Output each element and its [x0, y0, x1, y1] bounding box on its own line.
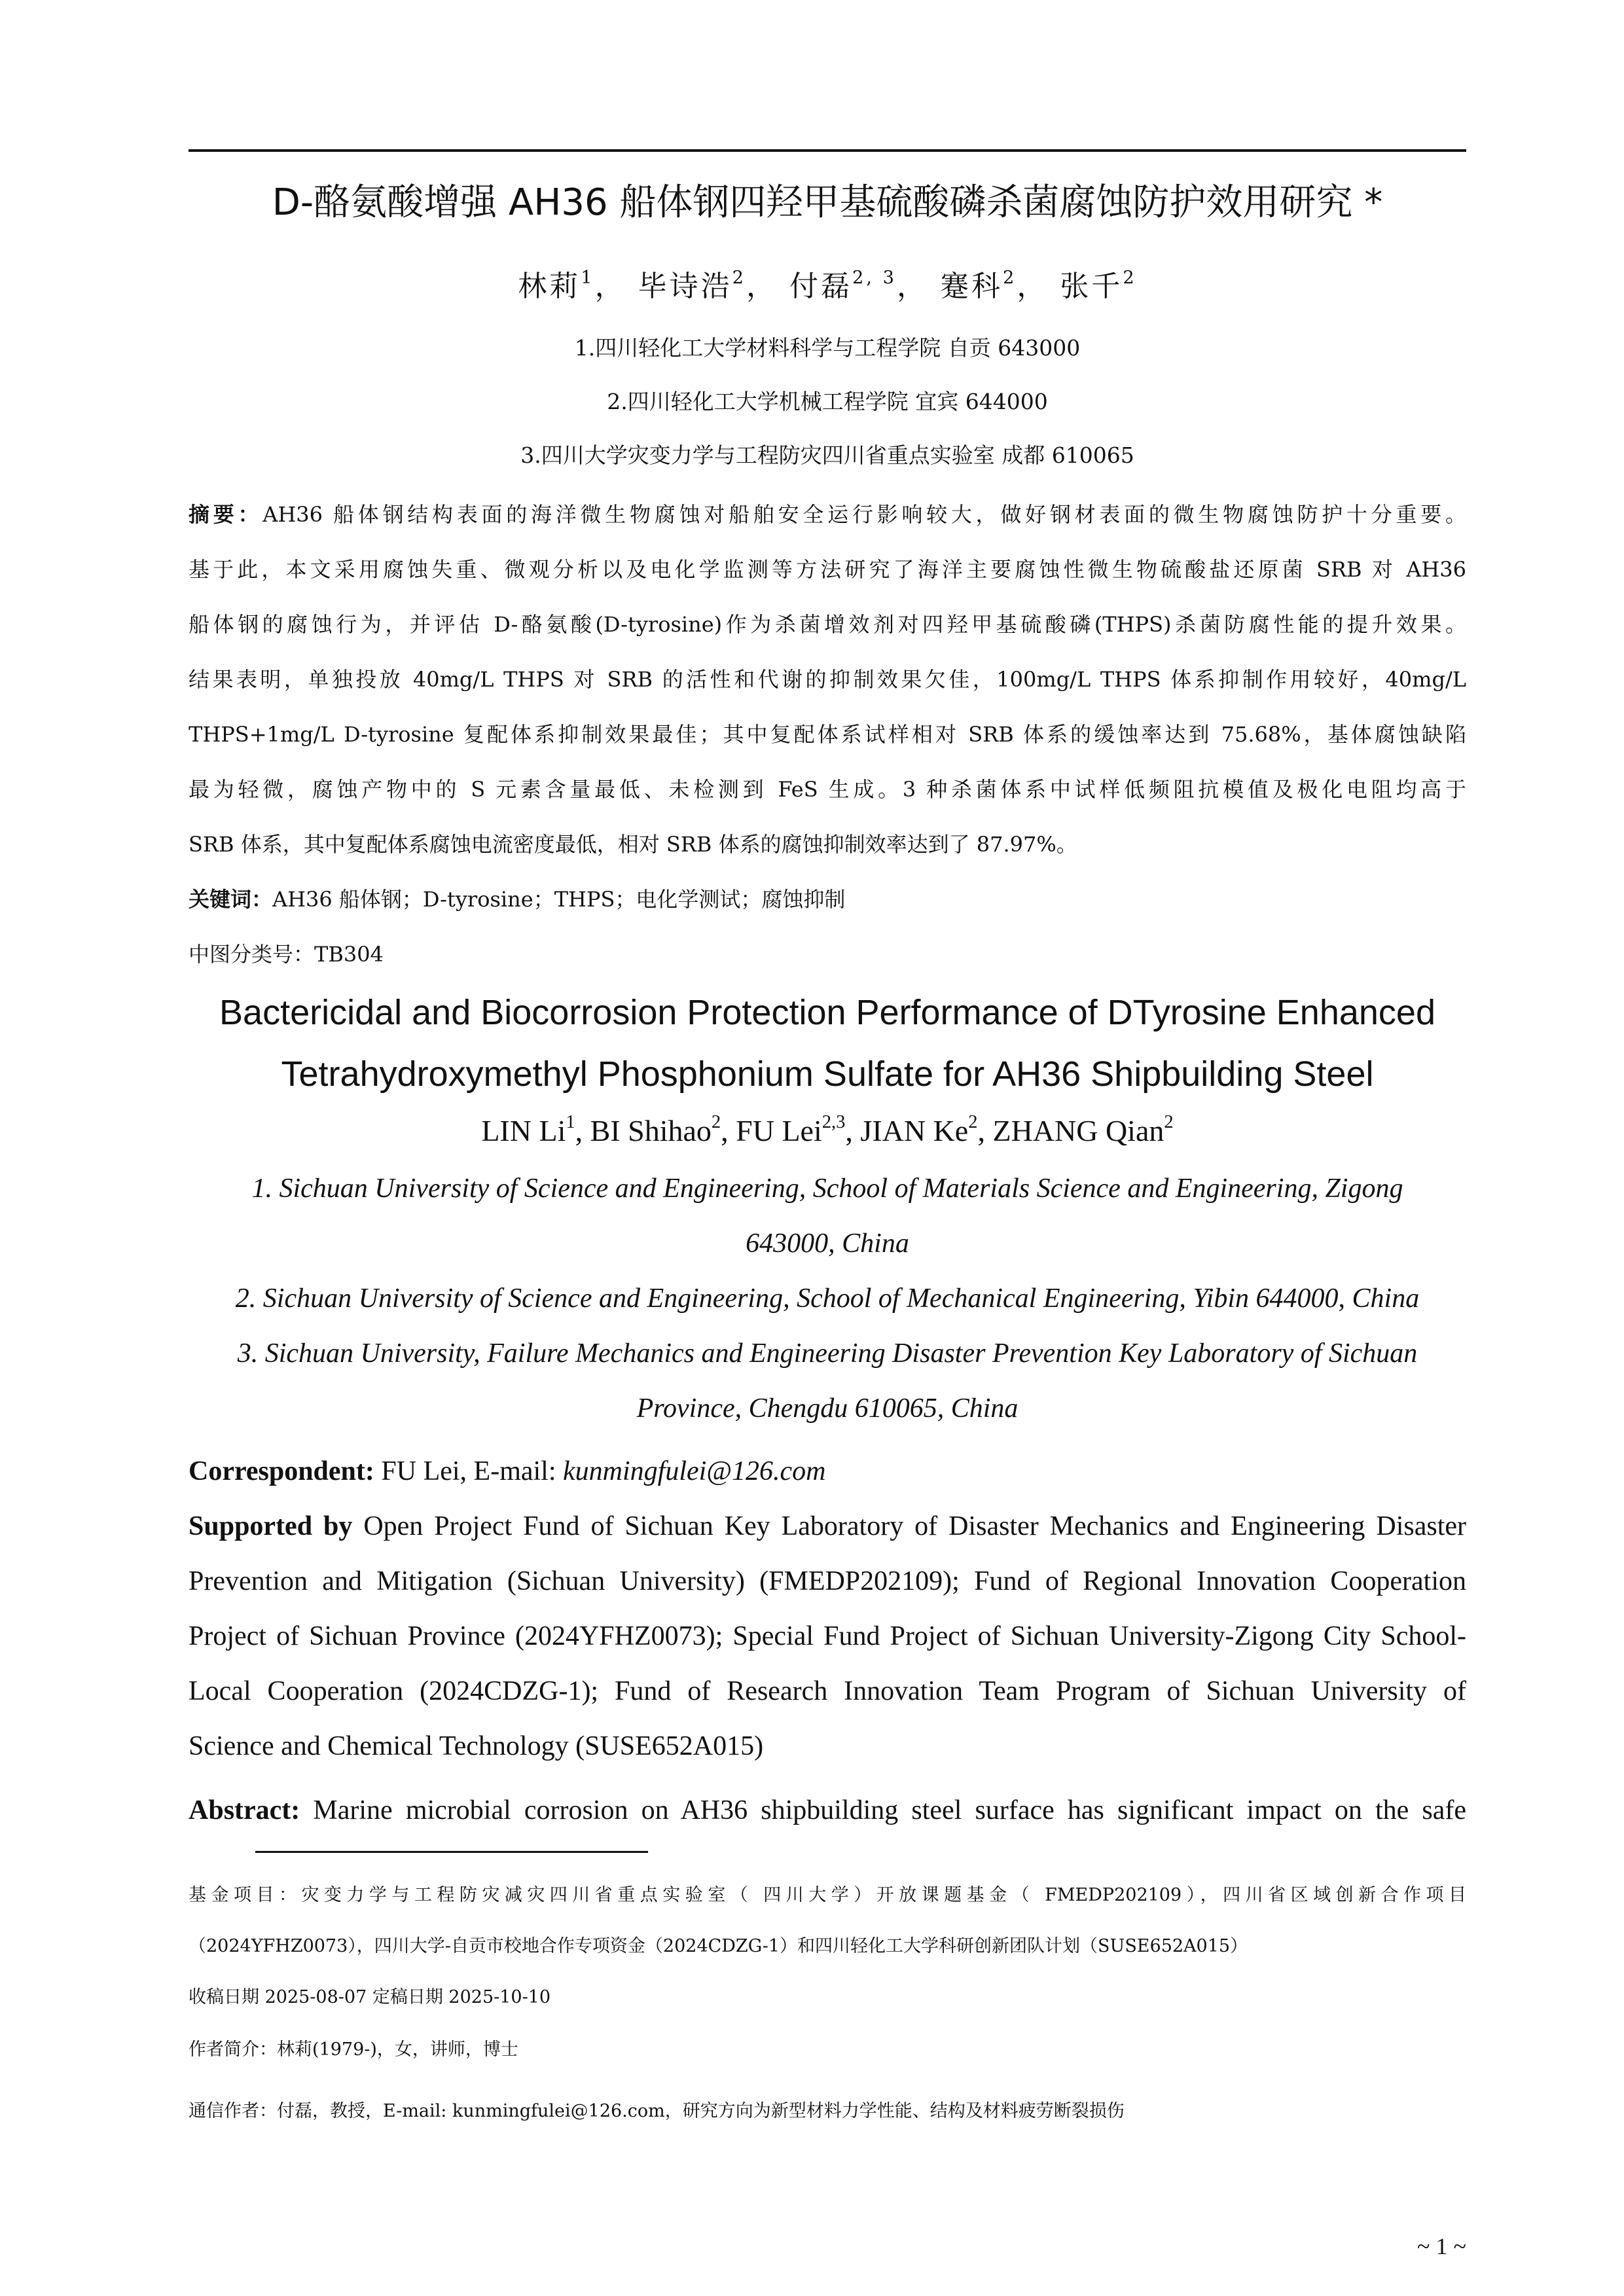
english-affiliation-line: 643000, China: [746, 1229, 909, 1259]
keywords-label: 关键词：: [189, 887, 273, 912]
funding-line: Science and Chemical Technology (SUSE652A015): [189, 1731, 764, 1761]
author-separator: ,: [977, 1114, 993, 1147]
supported-by-label: Supported by: [189, 1511, 353, 1541]
funding-line: Local Cooperation (2024CDZG-1); Fund of Research Innovation Team Program of Sichuan University of: [189, 1676, 1466, 1706]
english-affiliation-line: 3. Sichuan University, Failure Mechanics and Engineering Disaster Prevention Key Laboratory of Sichuan: [237, 1338, 1418, 1369]
english-abstract-line: [189, 1783, 1466, 1838]
classification-value: TB304: [314, 942, 384, 967]
author-name: 付磊: [789, 270, 852, 303]
funding-line: Project of Sichuan Province (2024YFHZ0073); Special Fund Project of Sichuan University-Zigong City School-: [189, 1621, 1466, 1651]
author-separator: ，: [746, 270, 778, 303]
author-affiliation-mark: 2: [711, 1112, 721, 1133]
author-name: 蹇科: [940, 270, 1003, 303]
author-affiliation-mark: 2: [1123, 267, 1137, 288]
keywords: [189, 872, 1466, 927]
author-separator: ,: [845, 1114, 861, 1147]
keywords-text: AH36 船体钢；D-tyrosine；THPS；电化学测试；腐蚀抑制: [272, 887, 846, 912]
author-affiliation-mark: 1: [566, 1112, 575, 1133]
abstract-label: 摘要：: [189, 502, 263, 527]
english-affiliation-line: 1. Sichuan University of Science and Engineering, School of Materials Science and Engineering, Zigong: [251, 1174, 1403, 1204]
funding-text: Open Project Fund of Sichuan Key Laboratory of Disaster Mechanics and Engineering Disaster: [352, 1511, 1466, 1541]
chinese-authors: [189, 260, 1466, 313]
footnote-corresponding-author: 通信作者：付磊，教授，E-mail: kunmingfulei@126.com，研究方向为新型材料力学性能、结构及材料疲劳断裂损伤: [189, 2101, 1125, 2121]
footnote-fund-line: （2024YFHZ0073），四川大学-自贡市校地合作专项资金（2024CDZG-1）和四川轻化工大学科研创新团队计划（SUSE652A015）: [189, 1936, 1248, 1956]
footnote-author-intro: 作者简介：林莉(1979-)，女，讲师，博士: [189, 2039, 518, 2060]
author-name: ZHANG Qian: [992, 1114, 1164, 1147]
author-name: JIAN Ke: [860, 1114, 969, 1147]
chinese-affiliation-1: 1.四川轻化工大学材料科学与工程学院 自贡 643000: [574, 335, 1081, 361]
classification-number: [189, 927, 1466, 982]
english-title-line-1: Bactericidal and Biocorrosion Protection Performance of DTyrosine Enhanced: [219, 993, 1435, 1032]
author-separator: ,: [575, 1114, 590, 1147]
abstract-line: 基于此，本文采用腐蚀失重、微观分析以及电化学监测等方法研究了海洋主要腐蚀性微生物硫酸盐还原菌 SRB 对 AH36: [189, 557, 1466, 582]
correspondent-name: FU Lei, E-mail:: [374, 1456, 564, 1486]
author-separator: ，: [897, 270, 929, 303]
english-abstract-label: Abstract:: [189, 1795, 300, 1825]
chinese-affiliation-2: 2.四川轻化工大学机械工程学院 宜宾 644000: [607, 389, 1048, 414]
english-affiliation-line: Province, Chengdu 610065, China: [636, 1393, 1019, 1424]
author-affiliation-mark: 2: [968, 1112, 978, 1133]
classification-label: 中图分类号：: [189, 942, 315, 967]
abstract-line: THPS+1mg/L D-tyrosine 复配体系抑制效果最佳；其中复配体系试样相对 SRB 体系的缓蚀率达到 75.68%，基体腐蚀缺陷: [189, 722, 1466, 747]
author-affiliation-mark: 1: [581, 267, 595, 288]
abstract-line: 最为轻微，腐蚀产物中的 S 元素含量最低、未检测到 FeS 生成。3 种杀菌体系中试样低频阻抗模值及极化电阻均高于: [189, 777, 1466, 802]
funding-line: Prevention and Mitigation (Sichuan University) (FMEDP202109); Fund of Regional Innovation Cooperation: [189, 1566, 1466, 1596]
footnote-rule: [255, 1851, 648, 1853]
top-rule: [189, 149, 1466, 152]
author-affiliation-mark: 2: [1164, 1112, 1174, 1133]
author-separator: ，: [594, 270, 626, 303]
abstract-line: [189, 487, 1466, 542]
author-name: 林莉: [518, 270, 581, 303]
author-affiliation-mark: 2, 3: [852, 267, 897, 288]
abstract-line: 船体钢的腐蚀行为，并评估 D-酪氨酸(D-tyrosine)作为杀菌增效剂对四羟甲基硫酸磷(THPS)杀菌防腐性能的提升效果。: [189, 612, 1466, 637]
author-separator: ，: [1017, 270, 1049, 303]
author-name: BI Shihao: [590, 1114, 712, 1147]
correspondent: [189, 1444, 1466, 1499]
page-number: ~ 1 ~: [1417, 2233, 1466, 2259]
author-name: LIN Li: [481, 1114, 566, 1147]
abstract-text: AH36 船体钢结构表面的海洋微生物腐蚀对船舶安全运行影响较大，做好钢材表面的微生物腐蚀防护十分重要。: [262, 502, 1466, 527]
author-separator: ,: [721, 1114, 736, 1147]
english-title-line-2: Tetrahydroxymethyl Phosphonium Sulfate for AH36 Shipbuilding Steel: [281, 1054, 1374, 1094]
correspondent-email: kunmingfulei@126.com: [563, 1456, 826, 1486]
english-affiliation-line: 2. Sichuan University of Science and Engineering, School of Mechanical Engineering, Yibin 644000, China: [235, 1283, 1420, 1314]
footnote-dates: 收稿日期 2025-08-07 定稿日期 2025-10-10: [189, 1987, 551, 2007]
funding-line: [189, 1499, 1466, 1554]
english-front-matter: [189, 1444, 1466, 1838]
author-affiliation-mark: 2: [732, 267, 746, 288]
english-authors: [189, 1106, 1466, 1156]
chinese-affiliation-3: 3.四川大学灾变力学与工程防灾四川省重点实验室 成都 610065: [520, 442, 1134, 468]
correspondent-label: Correspondent:: [189, 1456, 374, 1486]
author-affiliation-mark: 2: [1003, 267, 1017, 288]
abstract-line: SRB 体系，其中复配体系腐蚀电流密度最低，相对 SRB 体系的腐蚀抑制效率达到了 87.97%。: [189, 832, 1077, 857]
english-abstract-text: Marine microbial corrosion on AH36 shipbuilding steel surface has significant impact on the safe: [300, 1795, 1466, 1825]
footnote-fund-line: 基金项目：灾变力学与工程防灾减灾四川省重点实验室（ 四川大学）开放课题基金（ FMEDP202109），四川省区域创新合作项目: [189, 1885, 1466, 1905]
author-affiliation-mark: 2,3: [821, 1112, 846, 1133]
author-name: 张千: [1060, 270, 1123, 303]
abstract-line: 结果表明，单独投放 40mg/L THPS 对 SRB 的活性和代谢的抑制效果欠佳，100mg/L THPS 体系抑制作用较好，40mg/L: [189, 667, 1466, 692]
chinese-title: D-酪氨酸增强 AH36 船体钢四羟甲基硫酸磷杀菌腐蚀防护效用研究 *: [272, 181, 1383, 224]
author-name: FU Lei: [736, 1114, 822, 1147]
chinese-abstract: [189, 487, 1466, 982]
author-name: 毕诗浩: [638, 270, 732, 303]
